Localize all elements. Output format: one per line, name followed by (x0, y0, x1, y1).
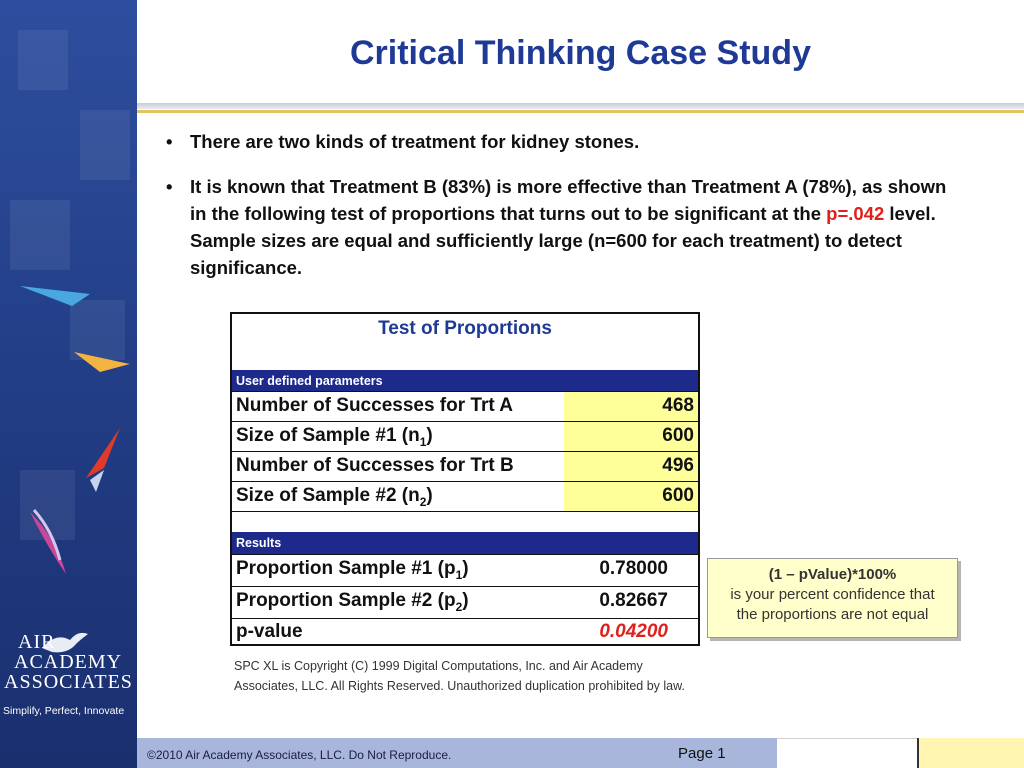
table-row (232, 554, 698, 586)
footer-accent (917, 738, 1024, 768)
bullet-marker: • (166, 131, 173, 152)
pink-swoosh-icon (26, 508, 72, 578)
row-label: Number of Successes for Trt B (236, 455, 514, 476)
logo-tagline: Simplify, Perfect, Innovate (3, 705, 125, 717)
table-row (232, 421, 698, 451)
decor-tile (10, 200, 70, 270)
subscript: 1 (455, 567, 463, 582)
table-row (232, 586, 698, 618)
table-row (232, 451, 698, 481)
input-cell[interactable]: 468 (564, 392, 698, 421)
red-arrow-icon (82, 428, 122, 494)
title-divider (137, 103, 1024, 109)
result-cell: 0.82667 (599, 590, 668, 611)
test-of-proportions-table (230, 312, 700, 646)
title-divider-accent (137, 110, 1024, 113)
row-label-text: ) (462, 590, 469, 611)
confidence-callout (707, 558, 958, 638)
bullet-text: It is known that Treatment B (83%) is more effective than Treatment A (78%), as shown in the following test of proportions that turns out to be significant at the (190, 176, 947, 224)
row-label-text: Size of Sample #2 (n (236, 485, 420, 506)
company-logo (4, 632, 132, 692)
row-label (236, 558, 469, 582)
row-label-text: ) (426, 485, 433, 506)
row-label-text: ) (426, 425, 433, 446)
table-row (232, 391, 698, 421)
bullet-text: There are two kinds of treatment for kidney stones. (190, 131, 640, 152)
table-gap-rule (232, 511, 698, 512)
footer-page-area (777, 738, 917, 768)
bullet-item (166, 173, 956, 281)
subscript: 1 (419, 434, 427, 449)
p-value-cell: 0.04200 (599, 621, 668, 642)
row-label: Number of Successes for Trt A (236, 395, 513, 416)
params-header: User defined parameters (232, 370, 698, 392)
callout-formula: (1 – pValue)*100% (768, 566, 897, 583)
callout-text: is your percent confidence that (730, 586, 935, 603)
logo-line: ACADEMY (14, 651, 123, 673)
input-cell[interactable]: 600 (564, 422, 698, 451)
row-label: p-value (236, 621, 303, 642)
table-title: Test of Proportions (378, 318, 552, 339)
row-label (236, 590, 469, 614)
sidebar (0, 0, 137, 768)
input-cell[interactable]: 496 (564, 452, 698, 481)
row-label-text: ) (462, 558, 469, 579)
row-label-text: Proportion Sample #1 (p (236, 558, 456, 579)
table-row (232, 481, 698, 511)
p-value-highlight: p=.042 (826, 203, 885, 224)
footer (137, 738, 1024, 768)
decor-tile (80, 110, 130, 180)
slide-title: Critical Thinking Case Study (350, 34, 811, 72)
footer-copyright: ©2010 Air Academy Associates, LLC. Do Not Reproduce. (147, 748, 452, 762)
subscript: 2 (455, 599, 463, 614)
subscript: 2 (419, 494, 427, 509)
row-label (236, 485, 433, 509)
decor-tile (18, 30, 68, 90)
page-number: Page 1 (678, 745, 726, 762)
bullet-list (166, 128, 956, 299)
row-label-text: Size of Sample #1 (n (236, 425, 420, 446)
callout-text: the proportions are not equal (736, 606, 929, 623)
result-cell: 0.78000 (599, 558, 668, 579)
row-label-text: Proportion Sample #2 (p (236, 590, 456, 611)
orange-swoosh-icon (74, 348, 134, 378)
results-header: Results (232, 532, 698, 554)
logo-line: ASSOCIATES (4, 671, 133, 693)
input-cell[interactable]: 600 (564, 482, 698, 511)
bullet-marker: • (166, 176, 173, 197)
bullet-text: level. Sample sizes are equal and sufficiently large (n=600 for each treatment) to detect significance. (190, 203, 936, 278)
bullet-item (166, 128, 956, 155)
logo-line: AIR (18, 631, 56, 653)
table-row (232, 618, 698, 646)
blue-swoosh-icon (20, 280, 90, 310)
copyright-notice: SPC XL is Copyright (C) 1999 Digital Computations, Inc. and Air Academy Associates, LLC. All Rights Reserved. Unauthorized duplication prohibited by law. (234, 659, 685, 693)
row-label (236, 425, 433, 449)
